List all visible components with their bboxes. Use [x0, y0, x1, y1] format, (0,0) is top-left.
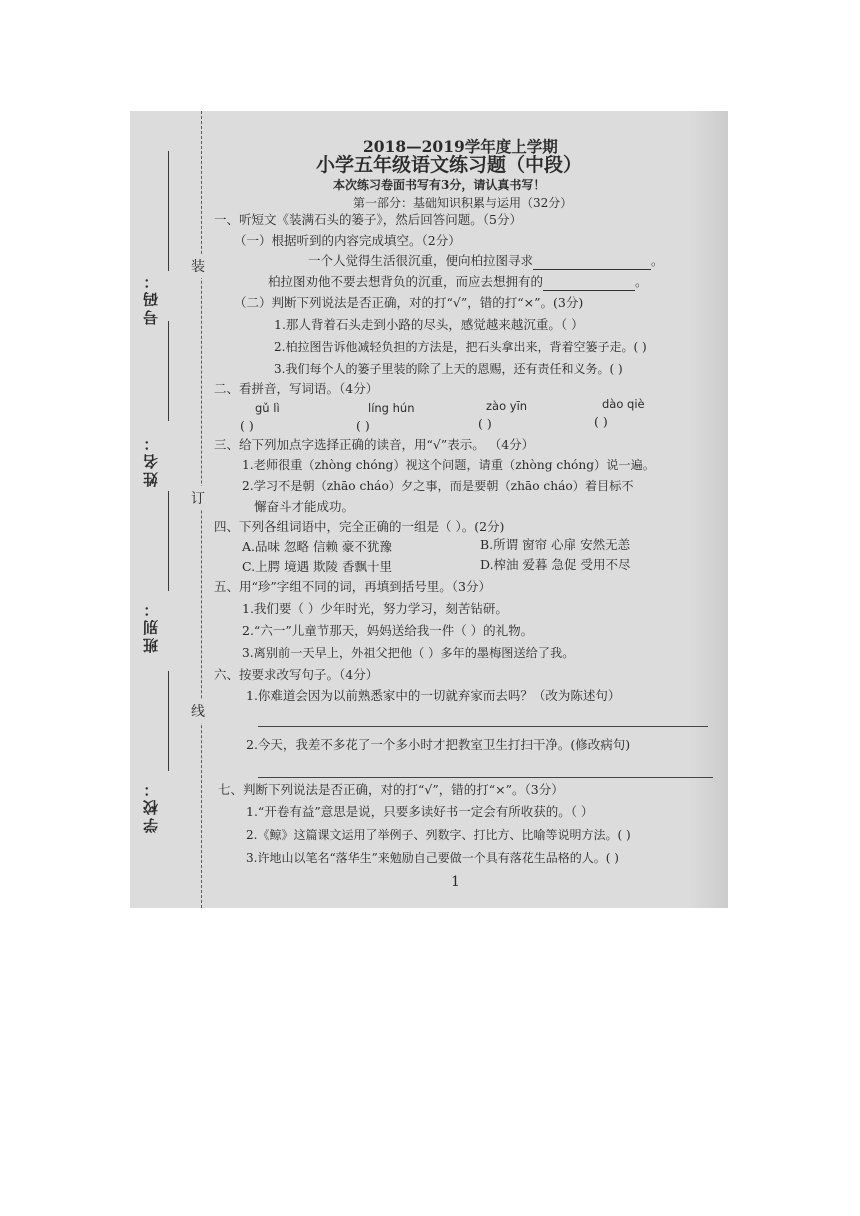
option-d: D.榨油 爱暮 急促 受用不尽: [480, 557, 631, 572]
q7-item: 2.《鲸》这篇课文运用了举例子、列数字、打比方、比喻等说明方法。( ): [246, 828, 631, 842]
exam-title: 小学五年级语文练习题（中段）: [316, 154, 583, 176]
q3-line: 1.老师很重（zhòng chóng）视这个问题，请重（zhòng chóng）说一遍。: [242, 458, 655, 472]
q1-judge-item: 2.柏拉图告诉他减轻负担的方法是，把石头拿出来，背着空篓子走。( ): [274, 340, 647, 354]
q1-sub1: （一）根据听到的内容完成填空。（2分）: [234, 233, 461, 248]
q7-item: 1.“开卷有益”意思是说，只要多读好书一定会有所收获的。（ ）: [246, 804, 594, 819]
exam-content: [208, 111, 723, 908]
part-one-heading: 第一部分：基础知识积累与运用（32分）: [353, 196, 573, 210]
q1-fill2-end: 。: [635, 274, 648, 289]
q5-item: 2.“六一”儿童节那天，妈妈送给我一件（ ）的礼物。: [242, 623, 534, 638]
page-number: 1: [451, 874, 460, 890]
label-class: 班别：: [142, 599, 160, 653]
q1-judge-item: 1.那人背着石头走到小路的尽头，感觉越来越沉重。（ ）: [274, 317, 584, 332]
option-b: B.所谓 窗帘 心扉 安然无恙: [480, 537, 631, 552]
q2-title: 二、看拼音，写词语。（4分）: [214, 381, 379, 396]
answer-line[interactable]: [258, 777, 713, 778]
q1-fill1-text: 一个人觉得生活很沉重，便向柏拉图寻求: [308, 253, 534, 268]
q6-item: 1.你难道会因为以前熟悉家中的一切就弃家而去吗？（改为陈述句）: [246, 688, 621, 703]
answer-line[interactable]: [258, 726, 708, 727]
q1-fill1-end: 。: [651, 253, 664, 268]
q7-item: 3.许地山以笔名“落华生”来勉励自己要做一个具有落花生品格的人。( ): [246, 851, 619, 865]
q4-title: 四、下列各组词语中，完全正确的一组是（ ）。(2分): [214, 519, 505, 534]
q1-fill2-text: 柏拉图劝他不要去想背负的沉重，而应去想拥有的: [268, 274, 544, 289]
school-write-line: [168, 671, 169, 771]
writing-note: 本次练习卷面书写有3分，请认真书写！: [333, 178, 546, 192]
q5-item: 3.离别前一天早上，外祖父把他（ ）多年的墨梅图送给了我。: [242, 646, 575, 660]
q6-item: 2.今天，我差不多花了一个多小时才把教室卫生打扫干净。(修改病句): [246, 737, 631, 752]
option-c: C.上腭 境遇 欺陵 香飘十里: [242, 559, 393, 574]
exam-term: 2018—2019学年度上学期: [363, 137, 558, 156]
answer-bracket[interactable]: ( ): [240, 418, 254, 433]
q1-title: 一、听短文《装满石头的篓子》，然后回答问题。（5分）: [214, 212, 522, 227]
q3-line: 2.学习不是朝（zhāo cháo）夕之事，而是要朝（zhāo cháo）着目标不: [242, 479, 634, 493]
q5-title: 五、用“珍”字组不同的词，再填到括号里。（3分）: [214, 579, 491, 594]
q1-fill1-blank[interactable]: [533, 257, 651, 270]
binding-char-xian: 线: [191, 699, 205, 723]
binding-char-ding: 订: [191, 486, 205, 510]
name-write-line: [168, 321, 169, 421]
pinyin-gu-li: gǔ lì: [255, 401, 280, 415]
binding-char-zhuang: 装: [191, 254, 205, 278]
q3-title: 三、给下列加点字选择正确的读音，用“√”表示。 （4分）: [214, 437, 535, 452]
q7-title: 七、判断下列说法是否正确，对的打“√”，错的打“×”。（3分）: [218, 782, 564, 797]
pinyin-ling-hun: líng hún: [368, 401, 415, 415]
exam-sheet-photo: [130, 111, 728, 908]
label-number: 号码：: [142, 271, 160, 325]
answer-bracket[interactable]: ( ): [478, 416, 492, 431]
q1-sub2: （二）判断下列说法是否正确，对的打“√”，错的打“×”。(3分): [234, 295, 584, 310]
class-write-line: [168, 491, 169, 591]
q6-title: 六、按要求改写句子。（4分）: [214, 667, 379, 682]
q1-judge-item: 3.我们每个人的篓子里装的除了上天的恩赐，还有责任和义务。( ): [274, 362, 623, 376]
pinyin-zao-yin: zào yīn: [486, 399, 528, 413]
q1-fill2-blank[interactable]: [543, 278, 635, 291]
q3-line: 懈奋斗才能成功。: [254, 499, 355, 514]
answer-bracket[interactable]: ( ): [594, 414, 608, 429]
q1-fill2: [268, 274, 648, 291]
label-school: 学校：: [142, 779, 160, 833]
q5-item: 1.我们要（ ）少年时光，努力学习，刻苦钻研。: [242, 601, 508, 616]
answer-bracket[interactable]: ( ): [356, 418, 370, 433]
option-a: A.品味 忽略 信赖 豪不犹豫: [242, 539, 392, 554]
binding-margin: [130, 111, 205, 908]
label-name: 姓名：: [142, 433, 160, 487]
pinyin-dao-qie: dào qiè: [602, 397, 645, 411]
number-write-line: [168, 151, 169, 271]
q1-fill1: [308, 253, 664, 270]
